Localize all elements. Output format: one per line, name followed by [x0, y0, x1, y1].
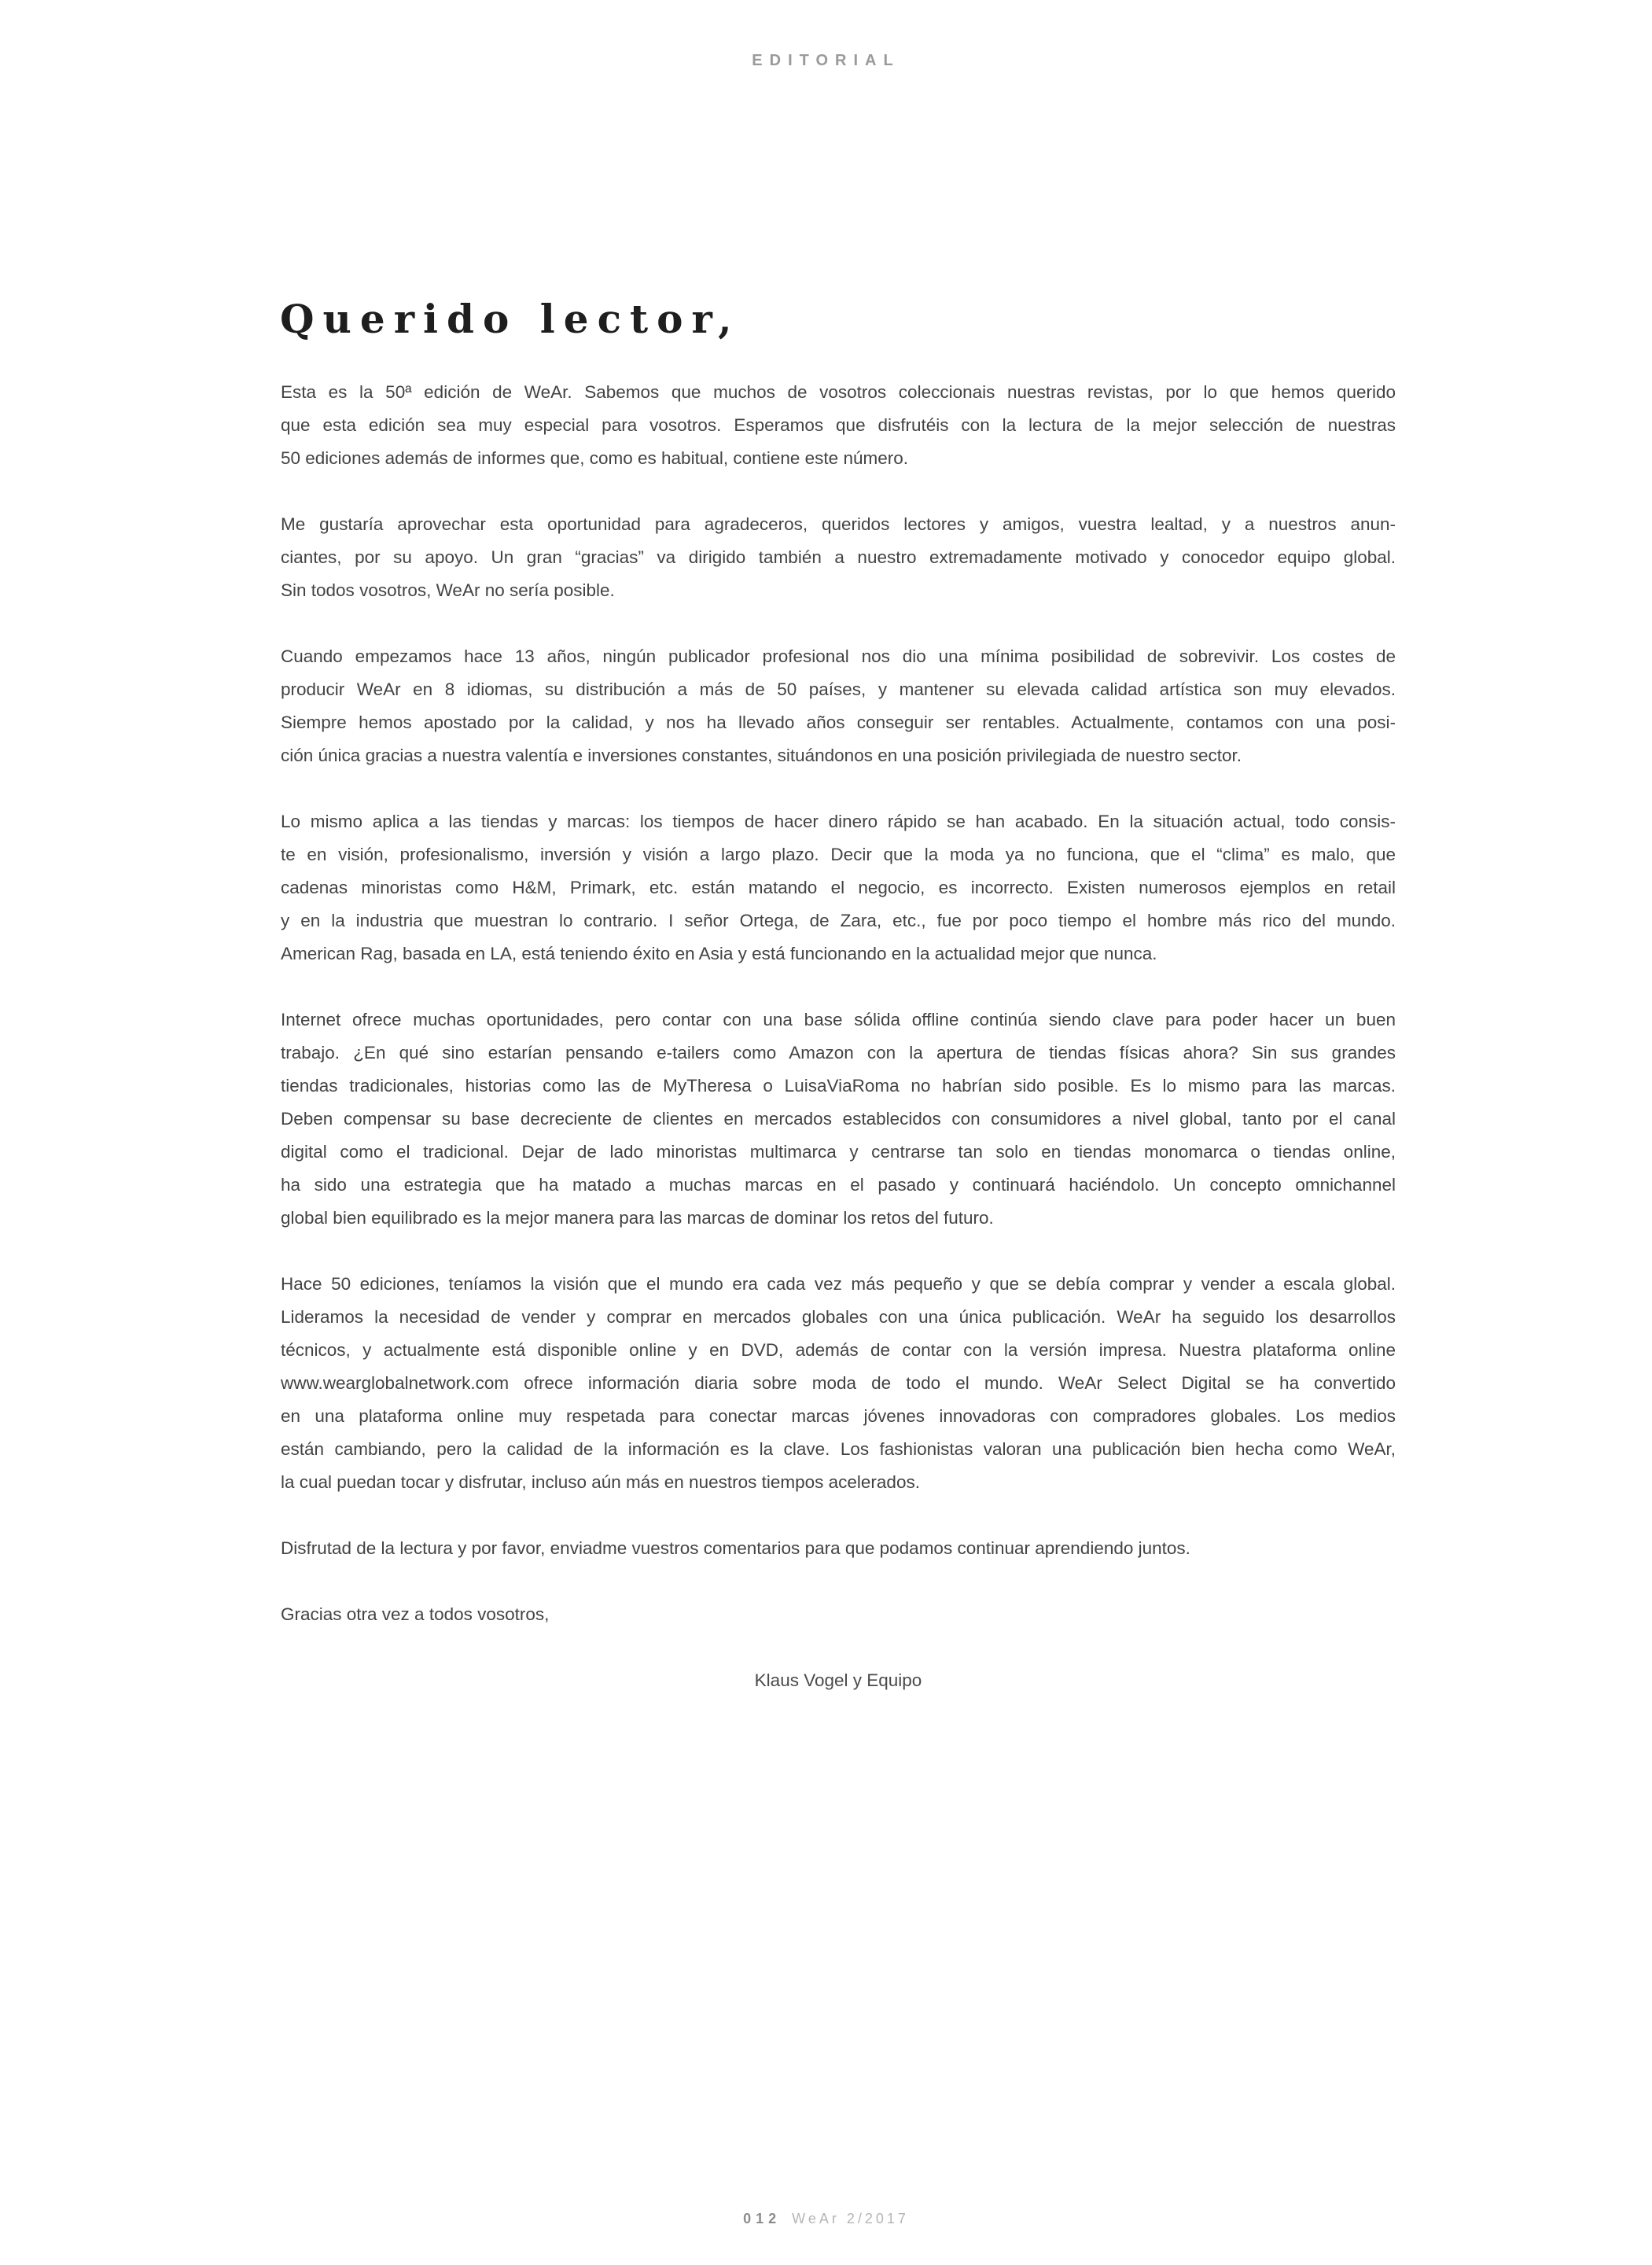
text-line: ción única gracias a nuestra valentía e inversiones constantes, situándonos en una posición privilegiada de nuestro sector.	[281, 746, 1242, 765]
text-line: Hace 50 ediciones, teníamos la visión que el mundo era cada vez más pequeño y que se debía comprar y vender a escala global.	[281, 1274, 1396, 1294]
text-line: cadenas minoristas como H&M, Primark, etc. están matando el negocio, es incorrecto. Existen numerosos ejemplos en retail	[281, 878, 1396, 897]
paragraph	[281, 1004, 1396, 1235]
text-line: Siempre hemos apostado por la calidad, y nos ha llevado años conseguir ser rentables. Actualmente, contamos con una posi-	[281, 713, 1396, 732]
text-line: ciantes, por su apoyo. Un gran “gracias” va dirigido también a nuestro extremadamente motivado y conocedor equipo global.	[281, 547, 1396, 567]
text-line: en una plataforma online muy respetada para conectar marcas jóvenes innovadoras con compradores globales. Los medios	[281, 1406, 1396, 1426]
paragraph	[281, 640, 1396, 772]
text-line: trabajo. ¿En qué sino estarían pensando e-tailers como Amazon con la apertura de tiendas físicas ahora? Sin sus grandes	[281, 1043, 1396, 1063]
text-line: Deben compensar su base decreciente de clientes en mercados establecidos con consumidores a nivel global, tanto por el canal	[281, 1109, 1396, 1129]
text-line: global bien equilibrado es la mejor manera para las marcas de dominar los retos del futuro.	[281, 1208, 994, 1228]
text-line: Cuando empezamos hace 13 años, ningún publicador profesional nos dio una mínima posibilidad de sobrevivir. Los costes de	[281, 646, 1396, 666]
text-line: técnicos, y actualmente está disponible online y en DVD, además de contar con la versión impresa. Nuestra plataforma online	[281, 1340, 1396, 1360]
paragraph	[281, 376, 1396, 475]
text-line: que esta edición sea muy especial para vosotros. Esperamos que disfrutéis con la lectura de la mejor selección de nuestras	[281, 415, 1396, 435]
text-line: Disfrutad de la lectura y por favor, enviadme vuestros comentarios para que podamos continuar aprendiendo juntos.	[281, 1538, 1190, 1558]
text-line: Esta es la 50ª edición de WeAr. Sabemos que muchos de vosotros coleccionais nuestras revistas, por lo que hemos querido	[281, 382, 1396, 402]
paragraph	[281, 1268, 1396, 1499]
text-line: www.wearglobalnetwork.com ofrece información diaria sobre moda de todo el mundo. WeAr Select Digital se ha convertido	[281, 1373, 1396, 1393]
text-line: producir WeAr en 8 idiomas, su distribución a más de 50 países, y mantener su elevada calidad artística son muy elevados.	[281, 680, 1396, 699]
text-line: tiendas tradicionales, historias como las de MyTheresa o LuisaViaRoma no habrían sido posible. Es lo mismo para las marcas.	[281, 1076, 1396, 1096]
page-footer	[0, 2212, 1652, 2226]
paragraph	[281, 1598, 1396, 1631]
text-line: te en visión, profesionalismo, inversión y visión a largo plazo. Decir que la moda ya no funciona, que el “clima” es malo, que	[281, 845, 1396, 864]
text-line: están cambiando, pero la calidad de la información es la clave. Los fashionistas valoran una publicación bien hecha como WeAr,	[281, 1439, 1396, 1459]
paragraph	[281, 508, 1396, 607]
text-line: la cual puedan tocar y disfrutar, incluso aún más en nuestros tiempos acelerados.	[281, 1472, 920, 1492]
text-line: Gracias otra vez a todos vosotros,	[281, 1604, 550, 1624]
paragraph	[281, 1532, 1396, 1565]
text-line: ha sido una estrategia que ha matado a muchas marcas en el pasado y continuará haciéndolo. Un concepto omnichannel	[281, 1175, 1396, 1195]
page-title: Querido lector,	[280, 296, 741, 342]
text-line: 50 ediciones además de informes que, como es habitual, contiene este número.	[281, 448, 908, 468]
text-line: Me gustaría aprovechar esta oportunidad para agradeceros, queridos lectores y amigos, vuestra lealtad, y a nuestros anun-	[281, 514, 1396, 534]
text-line: American Rag, basada en LA, está teniendo éxito en Asia y está funcionando en la actualidad mejor que nunca.	[281, 944, 1157, 963]
masthead-label: EDITORIAL	[752, 52, 900, 69]
text-line: Internet ofrece muchas oportunidades, pero contar con una base sólida offline continúa siendo clave para poder hacer un buen	[281, 1010, 1396, 1029]
paragraph	[281, 805, 1396, 970]
text-line: Lo mismo aplica a las tiendas y marcas: los tiempos de hacer dinero rápido se han acabado. En la situación actual, todo consis-	[281, 812, 1396, 831]
text-line: y en la industria que muestran lo contrario. I señor Ortega, de Zara, etc., fue por poco tiempo el hombre más rico del mundo.	[281, 911, 1396, 930]
text-line: Sin todos vosotros, WeAr no sería posible.	[281, 580, 615, 600]
text-line: Lideramos la necesidad de vender y comprar en mercados globales con una única publicación. WeAr ha seguido los desarrollos	[281, 1307, 1396, 1327]
editorial-body	[281, 376, 1396, 1697]
footer-issue-label: WeAr 2/2017	[792, 2211, 909, 2226]
signature: Klaus Vogel y Equipo	[754, 1670, 922, 1690]
footer-page-number: 012	[743, 2211, 782, 2226]
text-line: digital como el tradicional. Dejar de lado minoristas multimarca y centrarse tan solo en tiendas monomarca o tiendas online,	[281, 1142, 1396, 1162]
